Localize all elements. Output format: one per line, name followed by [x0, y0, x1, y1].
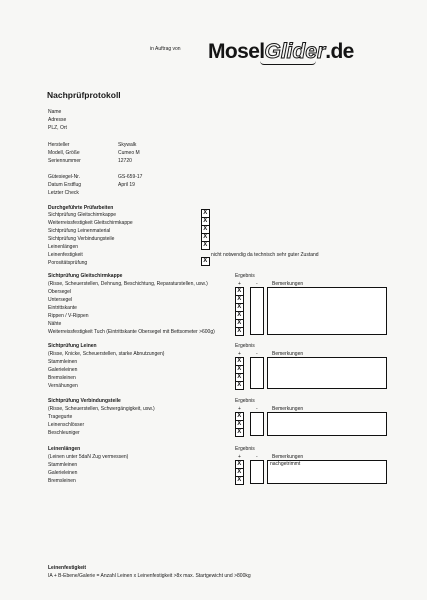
logo-text-mid: Glider	[264, 40, 326, 63]
lengths-plus: +	[238, 454, 241, 460]
canopy-result-label: Ergebnis	[235, 273, 255, 279]
performed-checkbox[interactable]: X	[201, 225, 210, 234]
lines-minus: -	[256, 351, 258, 357]
performed-checkbox[interactable]: X	[201, 257, 210, 266]
performed-item: Sichtprüfung Leinenmaterial	[48, 228, 111, 234]
lengths-heading: Leinenlängen	[48, 446, 81, 452]
canopy-checkbox[interactable]: X	[235, 327, 244, 336]
connectors-subheading: (Risse, Scheuerstellen, Schwergängigkeit, usw.)	[48, 406, 155, 412]
device-value-serial: 12720	[118, 158, 132, 164]
seal-label-number: Gütesiegel-Nr.	[48, 174, 80, 180]
canopy-remarks-label: Bemerkungen	[272, 281, 304, 287]
commission-label: in Auftrag von	[150, 46, 181, 52]
performed-item: Porositätsprüfung	[48, 260, 88, 266]
address-label-address: Adresse	[48, 117, 67, 123]
canopy-subheading: (Risse, Scheuerstellen, Dehnung, Beschichtung, Reparaturstellen, usw.)	[48, 281, 208, 287]
lengths-remark-text: nachgetrimmt	[270, 461, 301, 467]
canopy-remarks-box[interactable]	[267, 287, 387, 335]
lines-minus-column[interactable]	[250, 357, 264, 389]
performed-note: nicht notwendig da technisch sehr guter Zustand	[211, 252, 319, 258]
lengths-checkbox[interactable]: X	[235, 460, 244, 469]
lengths-checkbox[interactable]: X	[235, 468, 244, 477]
seal-label-first-flight: Datum Erstflug	[48, 182, 82, 188]
connectors-item: Beschleuniger	[48, 430, 80, 436]
connectors-minus-column[interactable]	[250, 412, 264, 436]
canopy-minus-column[interactable]	[250, 287, 264, 335]
strength-heading: Leinenfestigkeit	[48, 565, 87, 571]
performed-heading: Durchgeführte Prüfarbeiten	[48, 205, 114, 211]
performed-checkbox[interactable]: X	[201, 217, 210, 226]
lines-checkbox[interactable]: X	[235, 365, 244, 374]
lengths-remarks-label: Bemerkungen	[272, 454, 304, 460]
lines-item: Bremsleinen	[48, 375, 76, 381]
performed-item: Sichtprüfung Gleitschirmkappe	[48, 212, 117, 218]
device-label-model: Modell, Größe	[48, 150, 80, 156]
connectors-result-label: Ergebnis	[235, 398, 255, 404]
connectors-remarks-label: Bemerkungen	[272, 406, 304, 412]
lengths-subheading: (Leinen unter 5daN Zug vermessen)	[48, 454, 129, 460]
lines-remarks-box[interactable]	[267, 357, 387, 389]
lengths-minus: -	[256, 454, 258, 460]
device-value-manufacturer: Skywalk	[118, 142, 137, 148]
connectors-plus: +	[238, 406, 241, 412]
connectors-item: Leinenschlösser	[48, 422, 85, 428]
canopy-item: Untersegel	[48, 297, 73, 303]
connectors-remarks-box[interactable]	[267, 412, 387, 436]
lengths-item: Galerieleinen	[48, 470, 78, 476]
seal-label-last-check: Letzter Check	[48, 190, 79, 196]
logo-text-right: .de	[325, 40, 354, 63]
lines-checkbox[interactable]: X	[235, 381, 244, 390]
canopy-item: Eintrittskante	[48, 305, 77, 311]
lines-checkbox[interactable]: X	[235, 373, 244, 382]
canopy-checkbox[interactable]: X	[235, 287, 244, 296]
lengths-checkbox[interactable]: X	[235, 476, 244, 485]
lengths-item: Stammleinen	[48, 462, 78, 468]
connectors-checkbox[interactable]: X	[235, 412, 244, 421]
lines-item: Stammleinen	[48, 359, 78, 365]
lengths-minus-column[interactable]	[250, 460, 264, 484]
lengths-result-label: Ergebnis	[235, 446, 255, 452]
performed-item: Sichtprüfung Verbindungsteile	[48, 236, 115, 242]
lines-plus: +	[238, 351, 241, 357]
connectors-checkbox[interactable]: X	[235, 420, 244, 429]
logo-swoosh	[260, 61, 316, 65]
performed-checkbox[interactable]: X	[201, 209, 210, 218]
performed-checkbox[interactable]: X	[201, 241, 210, 250]
performed-item: Leinenlängen	[48, 244, 79, 250]
canopy-checkbox[interactable]: X	[235, 311, 244, 320]
canopy-item: Rippen / V-Rippen	[48, 313, 89, 319]
connectors-item: Tragegurte	[48, 414, 73, 420]
brand-logo	[208, 40, 354, 64]
connectors-heading: Sichtprüfung Verbindungsteile	[48, 398, 121, 404]
lines-result-label: Ergebnis	[235, 343, 255, 349]
device-value-model: Cumeo M	[118, 150, 140, 156]
logo-text-left: Mosel	[208, 40, 265, 63]
performed-item: Weiterreissfestigkeit Gleitschirmkappe	[48, 220, 133, 226]
device-label-manufacturer: Hersteller	[48, 142, 70, 148]
seal-value-number: GS-659-17	[118, 174, 143, 180]
performed-checkbox[interactable]: X	[201, 233, 210, 242]
canopy-checkbox[interactable]: X	[235, 295, 244, 304]
lengths-remarks-box[interactable]	[267, 460, 387, 484]
canopy-checkbox[interactable]: X	[235, 303, 244, 312]
lines-subheading: (Risse, Knicke, Scheuerstellen, starke Abnutzungen)	[48, 351, 165, 357]
canopy-plus: +	[238, 281, 241, 287]
canopy-item: Nähte	[48, 321, 62, 327]
canopy-item: Weiterreissfestigkeit Tuch (Eintrittskante Obersegel mit Bettsometer >600g)	[48, 329, 215, 335]
canopy-minus: -	[256, 281, 258, 287]
device-label-serial: Seriennummer	[48, 158, 81, 164]
canopy-heading: Sichtprüfung Gleitschirmkappe	[48, 273, 123, 279]
strength-text: IA + B-Ebene/Galerie = Anzahl Leinen x Leinenfestigkeit >8x max. Startgewicht und >800kg	[48, 573, 251, 579]
lines-heading: Sichtprüfung Leinen	[48, 343, 97, 349]
seal-value-first-flight: April 19	[118, 182, 135, 188]
lines-remarks-label: Bemerkungen	[272, 351, 304, 357]
lengths-item: Bremsleinen	[48, 478, 76, 484]
connectors-checkbox[interactable]: X	[235, 428, 244, 437]
performed-item: Leinenfestigkeit	[48, 252, 83, 258]
address-label-city: PLZ, Ort	[48, 125, 67, 131]
canopy-item: Obersegel	[48, 289, 72, 295]
lines-item: Vernähungen	[48, 383, 78, 389]
address-label-name: Name	[48, 109, 62, 115]
page-title: Nachprüfprotokoll	[47, 90, 121, 100]
lines-item: Galerieleinen	[48, 367, 78, 373]
connectors-minus: -	[256, 406, 258, 412]
canopy-checkbox[interactable]: X	[235, 319, 244, 328]
lines-checkbox[interactable]: X	[235, 357, 244, 366]
